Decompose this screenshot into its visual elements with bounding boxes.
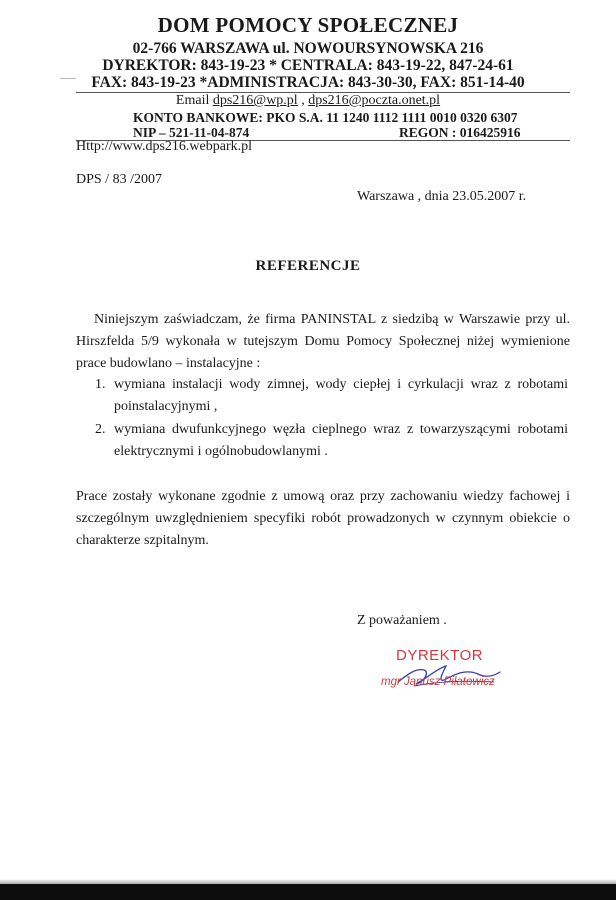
stamp-name: mgr Janusz Piłatowicz — [381, 676, 495, 688]
closing-paragraph: Prace zostały wykonane zgodnie z umową oraz przy zachowaniu wiedzy fachowej i szczególnym uwzględnieniem specyfiki robót prowadzonych w czynnym obiekcie o charakterze szpitalnym. — [76, 489, 570, 548]
letter-heading: REFERENCJE — [255, 258, 361, 274]
list-item-number: 1. — [95, 377, 106, 392]
list-item-number: 2. — [95, 422, 106, 437]
list-item-text: wymiana instalacji wody zimnej, wody ciepłej i cyrkulacji wraz z robotami poinstalacyjnymi , — [114, 377, 568, 414]
email-separator: , — [297, 93, 309, 108]
fax-numbers: FAX: 843-19-23 *ADMINISTRACJA: 843-30-30, FAX: 851-14-40 — [91, 74, 525, 91]
bank-account: KONTO BANKOWE: PKO S.A. 11 1240 1112 1111 0010 0320 6307 — [133, 110, 518, 125]
regon-number: REGON : 016425916 — [399, 125, 521, 140]
scan-edge-bar — [0, 884, 616, 900]
list-item — [95, 419, 570, 463]
email-link-wp[interactable]: dps216@wp.pl — [212, 93, 298, 108]
website-link[interactable]: Http://www.dps216.webpark.pl — [76, 139, 253, 154]
document-reference: DPS / 83 /2007 — [76, 172, 162, 187]
institution-address: 02-766 WARSZAWA ul. NOWOURSYNOWSKA 216 — [132, 40, 484, 57]
email-label: Email — [175, 93, 213, 108]
phone-numbers: DYREKTOR: 843-19-23 * CENTRALA: 843-19-22, 847-24-61 — [102, 57, 514, 74]
nip-number: NIP – 521-11-04-874 — [133, 125, 250, 140]
list-item-text: wymiana dwufunkcyjnego węzła cieplnego wraz z towarzyszącymi robotami elektrycznymi i ogólnobudowlanymi . — [114, 422, 568, 459]
salutation: Z poważaniem . — [357, 613, 447, 628]
handwritten-signature — [394, 656, 504, 694]
list-item — [95, 374, 570, 418]
institution-name: DOM POMOCY SPOŁECZNEJ — [157, 13, 459, 37]
scan-mark — [60, 78, 76, 79]
intro-paragraph: Niniejszym zaświadczam, że firma PANINSTAL z siedzibą w Warszawie przy ul. Hirszfelda 5/9 wykonała w tutejszym Domu Pomocy Społecznej niżej wymienione prace budowlano – instalacyjne : — [76, 312, 570, 371]
stamp-title: DYREKTOR — [396, 647, 484, 664]
email-line — [0, 93, 616, 109]
letter-date: Warszawa , dnia 23.05.2007 r. — [357, 189, 527, 204]
email-link-onet[interactable]: dps216@poczta.onet.pl — [308, 93, 441, 108]
